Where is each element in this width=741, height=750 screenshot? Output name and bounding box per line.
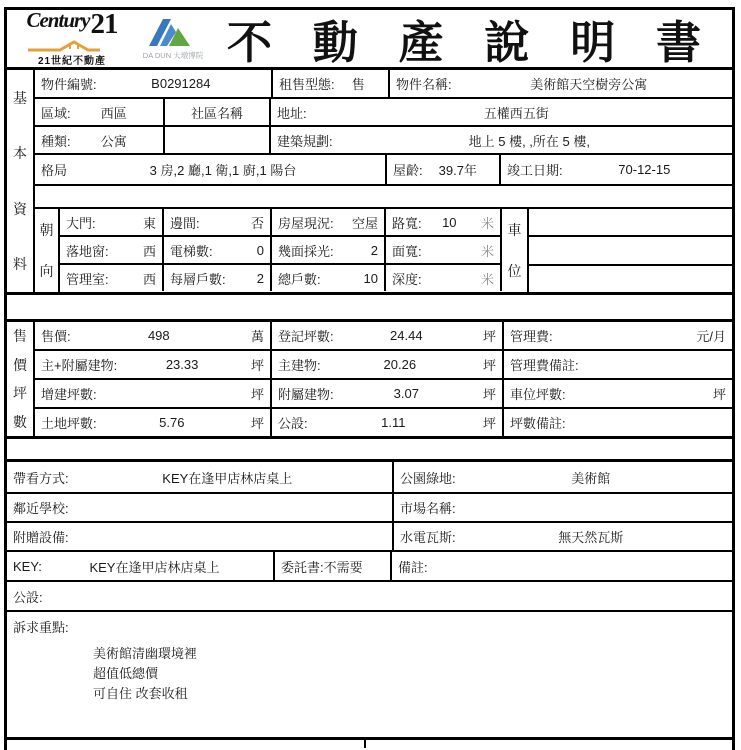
field-main-door: 大門: 東 (60, 209, 164, 235)
spacer-row (35, 186, 732, 207)
field-property-id (35, 70, 273, 97)
field-land-area: 土地坪數: 5.76 坪 (35, 409, 272, 436)
field-label: 種類: (41, 133, 71, 149)
field-value: 售 (351, 77, 365, 92)
field-main-plus-attached: 主+附屬建物: 23.33 坪 (35, 351, 272, 378)
field-park-green: 公園綠地: 美術館 (400, 470, 611, 486)
field-age (387, 155, 501, 184)
field-price: 售價: 498 萬 (35, 322, 272, 349)
table-row (35, 70, 732, 99)
century21-number: 21 (90, 8, 118, 40)
century21-logo (19, 10, 125, 67)
bottom-cell-empty (7, 740, 366, 748)
field-label: 竣工日期: (507, 163, 563, 178)
field-french-window: 落地窗: 西 (60, 237, 164, 263)
field-label: 租售型態: (279, 77, 335, 92)
document-header (7, 10, 732, 70)
field-layout (35, 155, 387, 184)
table-row (60, 265, 502, 291)
field-included-equipment: 附贈設備: (7, 523, 394, 550)
field-registered-area: 登記坪數: 24.44 坪 (272, 322, 504, 349)
field-value: B0291284 (151, 76, 211, 91)
field-value: 公寓 (100, 133, 127, 149)
field-remark: 備註: (398, 559, 428, 575)
basic-info-table (7, 70, 732, 295)
field-label: 區域: (41, 105, 71, 121)
field-management-fee: 管理費: 元/月 (510, 329, 726, 344)
dadun-logo (137, 17, 209, 60)
field-management-room: 管理室: 西 (60, 265, 164, 291)
field-value: 地上 5 樓, ,所在 5 樓, (468, 133, 590, 149)
parking-cell-empty (529, 237, 732, 265)
field-nearby-schools: 鄰近學校: (7, 494, 394, 521)
field-label: 屋齡: (393, 163, 423, 178)
field-label: 格局 (41, 163, 68, 178)
appeal-line: 美術館清幽環境裡 (93, 646, 198, 661)
section-label-parking: 車 位 (502, 209, 529, 292)
field-area-note: 坪數備註: (510, 416, 566, 431)
field-viewing-method: 帶看方式: KEY在逢甲店林店桌上 (7, 462, 394, 492)
field-parking-area: 車位坪數: 坪 (510, 387, 726, 402)
field-label: 建築規劃: (277, 133, 333, 149)
field-corner-unit: 邊間: 否 (164, 209, 272, 235)
field-category (35, 127, 165, 153)
field-house-status: 房屋現況: 空屋 (272, 209, 386, 235)
field-elevator-count: 電梯數: 0 (164, 237, 272, 263)
field-label: 物件編號: (41, 77, 97, 92)
table-row (7, 494, 732, 523)
table-row (60, 209, 502, 237)
section-gap (7, 295, 732, 319)
table-row (7, 462, 732, 494)
appeal-section (7, 612, 732, 737)
field-depth: 深度: 米 (386, 265, 502, 291)
field-key: KEY: KEY在逢甲店林店桌上 (7, 552, 275, 580)
table-row (35, 351, 732, 380)
details-table (7, 459, 732, 748)
table-row (35, 127, 732, 155)
field-label: 地址: (277, 105, 307, 121)
field-public-facility-area: 公設: 1.11 坪 (272, 409, 504, 436)
table-row (35, 380, 732, 409)
price-area-table (7, 319, 732, 439)
field-property-name (390, 70, 732, 97)
dadun-mountain-icon (145, 17, 201, 49)
document-frame (4, 7, 735, 750)
century21-wordmark (19, 10, 125, 39)
appeal-lines (93, 644, 726, 704)
document-title: 不動產說明書 (227, 18, 701, 68)
dadun-tagline: DA DUN 大墩博院 (142, 51, 204, 61)
field-authorization: 委託書:不需要 (275, 552, 392, 580)
section-label-price-area: 售 價 坪 數 (7, 322, 35, 436)
table-row (35, 409, 732, 436)
field-market-name: 市場名稱: (400, 501, 456, 516)
field-expanded-area: 增建坪數: 坪 (35, 380, 272, 407)
parking-cell-empty (529, 209, 732, 237)
table-row (35, 155, 732, 186)
field-value: 五權西五街 (483, 105, 549, 121)
orientation-grid (60, 209, 502, 292)
field-utilities: 水電瓦斯: 無天然瓦斯 (400, 530, 624, 545)
field-public-facilities: 公設: (13, 589, 43, 605)
field-attached-building: 附屬建物: 3.07 坪 (272, 380, 504, 407)
field-label: 社區名稱 (190, 105, 243, 121)
field-road-width: 路寬: 10 米 (386, 209, 502, 235)
table-row (60, 237, 502, 265)
field-district (35, 99, 165, 125)
field-units-per-floor: 每層戶數: 2 (164, 265, 272, 291)
table-row (35, 322, 732, 351)
field-value: 3 房,2 廳,1 衛,1 廚,1 陽台 (149, 163, 297, 178)
field-value: 西區 (100, 105, 127, 121)
appeal-line: 超值低總價 (93, 666, 159, 681)
table-row (7, 582, 732, 612)
field-label: 物件名稱: (396, 77, 452, 92)
field-value: 美術館天空樹旁公寓 (530, 77, 648, 92)
century21-house-icon (26, 39, 118, 53)
truncated-bottom-row (7, 737, 732, 748)
orientation-block (35, 207, 732, 292)
century21-tagline: 21世紀不動產 (37, 56, 107, 67)
appeal-line: 可自住 改套收租 (93, 686, 188, 701)
field-building-plan (271, 127, 732, 153)
field-empty (165, 127, 271, 153)
field-value: 70-12-15 (618, 162, 671, 177)
section-label-orientation: 朝 向 (35, 209, 60, 292)
field-address (271, 99, 732, 125)
field-main-building: 主建物: 20.26 坪 (272, 351, 504, 378)
century21-brand-text: Century (26, 8, 90, 32)
table-row (35, 99, 732, 127)
field-listing-type (273, 70, 390, 97)
section-label-basic-info: 基 本 資 料 (7, 70, 35, 292)
table-row (7, 552, 732, 582)
field-total-units: 總戶數: 10 (272, 265, 386, 291)
appeal-label: 訴求重點: (13, 620, 69, 635)
table-row (7, 523, 732, 552)
parking-cells (529, 209, 732, 292)
field-value: 39.7年 (438, 163, 477, 178)
field-frontage: 面寬: 米 (386, 237, 502, 263)
parking-cell-empty (529, 266, 732, 292)
field-lighting-sides: 幾面採光: 2 (272, 237, 386, 263)
section-gap (7, 439, 732, 459)
field-completion-date (501, 155, 732, 184)
bottom-cell-empty (366, 740, 732, 748)
field-management-fee-note: 管理費備註: (510, 358, 579, 373)
field-community-name (165, 99, 271, 125)
